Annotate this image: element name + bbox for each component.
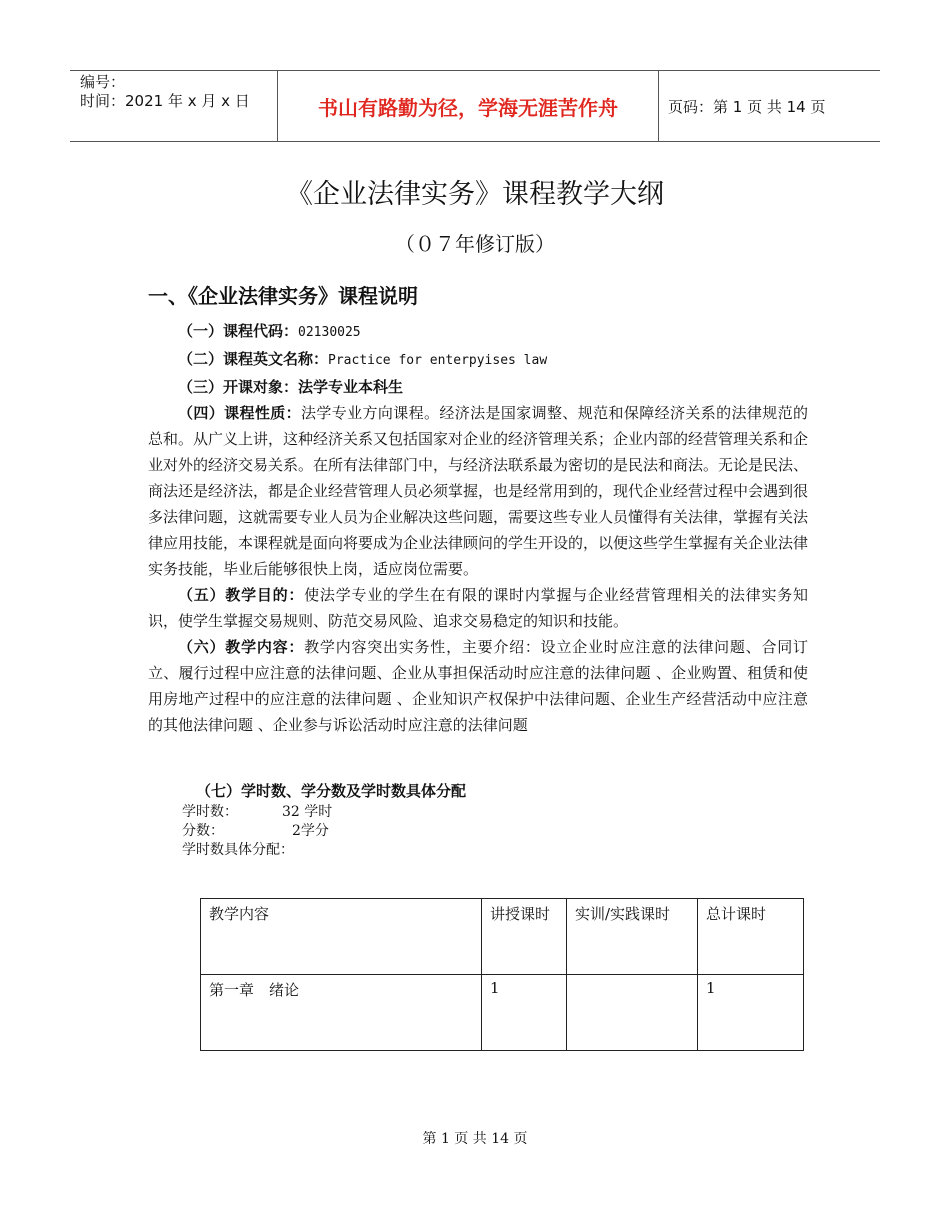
item-course-code — [148, 318, 808, 346]
header-meta — [80, 73, 280, 111]
table-header-cell: 教学内容 — [201, 899, 482, 975]
item-value: 教学内容突出实务性，主要介绍：设立企业时应注意的法律问题、合同订立、履行过程中应注意的法律问题、企业从事担保活动时应注意的法律问题 、企业购置、租赁和使用房地产过程中的应注意的法律问题 、企业知识产权保护中法律问题、企业生产经营活动中应注意的其他法律问题 、企业参与诉讼活动时应注意的法律问题 — [148, 638, 808, 734]
hours-block — [182, 803, 332, 860]
header-divider — [658, 71, 659, 141]
course-description — [148, 318, 808, 738]
item-label: （四）课程性质： — [178, 404, 301, 422]
item-value: 法学专业方向课程。经济法是国家调整、规范和保障经济关系的法律规范的总和。从广义上讲，这种经济关系又包括国家对企业的经济管理关系；企业内部的经营管理关系和企业对外的经济交易关系。在所有法律部门中，与经济法联系最为密切的是民法和商法。无论是民法、商法还是经济法，都是企业经营管理人员必须掌握，也是经常用到的，现代企业经营过程中会遇到很多法律问题，这就需要专业人员为企业解决这些问题，需要这些专业人员懂得有关法律，掌握有关法律应用技能，本课程就是面向将要成为企业法律顾问的学生开设的，以便这些学生掌握有关企业法律实务技能，毕业后能够很快上岗，适应岗位需要。 — [148, 404, 809, 578]
item-value: 02130025 — [298, 325, 361, 340]
header-number-label: 编号： — [80, 73, 126, 91]
item-content — [148, 634, 808, 738]
document-title: 《企业法律实务》课程教学大纲 — [286, 179, 664, 210]
distribution-label: 学时数具体分配： — [182, 842, 294, 858]
item-label: （三）开课对象： — [178, 378, 299, 396]
item-label: （一）课程代码： — [178, 322, 299, 340]
item-label: （二）课程英文名称： — [178, 350, 329, 368]
table-cell: 1 — [698, 975, 804, 1051]
item-value: Practice for enterpyises law — [328, 353, 548, 368]
table-header-cell: 总计课时 — [698, 899, 804, 975]
page-footer: 第 1 页 共 14 页 — [422, 1131, 528, 1147]
header-motto: 书山有路勤为径，学海无涯苦作舟 — [318, 95, 618, 120]
item-value: 使法学专业的学生在有限的课时内掌握与企业经营管理相关的法律实务知识，使学生掌握交易规则、防范交易风险、追求交易稳定的知识和技能。 — [148, 586, 808, 630]
section-heading: 一、《企业法律实务》课程说明 — [148, 284, 418, 308]
item-nature — [148, 400, 808, 582]
item-english-name — [148, 346, 808, 374]
header-date: 时间：2021 年 x 月 x 日 — [80, 92, 250, 110]
page-header — [70, 70, 880, 142]
table-cell — [567, 975, 698, 1051]
table-header-cell: 实训/实践课时 — [567, 899, 698, 975]
table-cell: 第一章 绪论 — [201, 975, 482, 1051]
item-audience — [148, 374, 808, 400]
item-hours-heading: （七）学时数、学分数及学时数具体分配 — [196, 782, 467, 800]
table-cell: 1 — [482, 975, 567, 1051]
hours-value: 32 学时 — [282, 804, 333, 820]
credits-label: 分数： — [182, 823, 224, 839]
hours-distribution-table — [200, 898, 804, 1051]
document-subtitle: （０７年修订版） — [395, 232, 555, 256]
item-label: （六）教学内容： — [178, 638, 305, 656]
credits-value: 2学分 — [292, 823, 329, 839]
item-value: 法学专业本科生 — [298, 378, 404, 396]
hours-label: 学时数： — [182, 804, 238, 820]
table-header-row — [201, 899, 804, 975]
header-page-info: 页码：第 1 页 共 14 页 — [668, 97, 826, 116]
item-purpose — [148, 582, 808, 634]
table-row — [201, 975, 804, 1051]
table-header-cell: 讲授课时 — [482, 899, 567, 975]
item-label: （五）教学目的： — [178, 586, 305, 604]
